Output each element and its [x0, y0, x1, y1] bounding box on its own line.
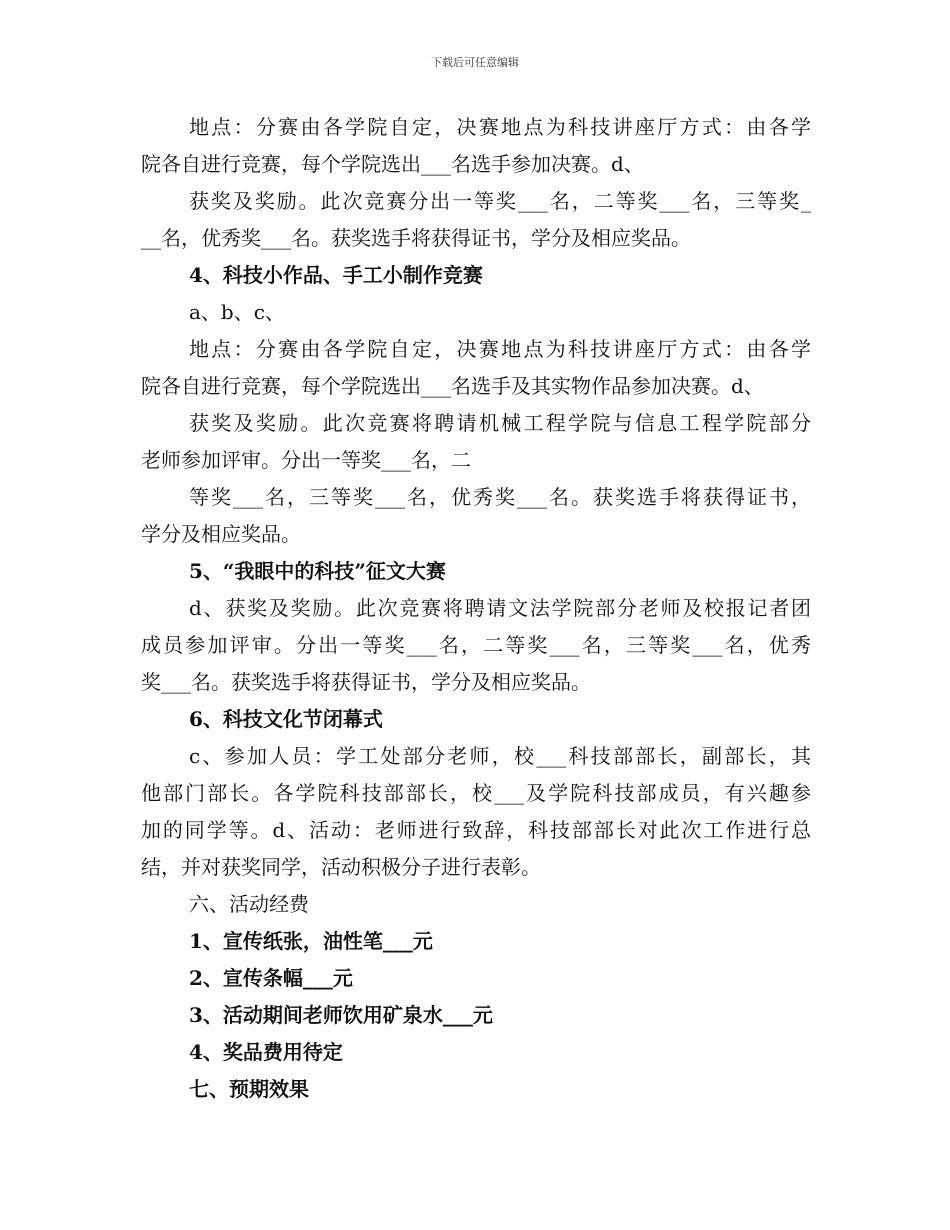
paragraph-line: 获奖及奖励。此次竞赛分出一等奖___名，二等奖___名，三等奖_ — [189, 189, 811, 213]
paragraph-line: 加的同学等。d、活动：老师进行致辞，科技部部长对此次工作进行总 — [141, 818, 811, 842]
page-header: 下载后可任意编辑 — [431, 56, 519, 69]
section-heading: 6、科技文化节闭幕式 — [189, 707, 383, 731]
paragraph-line: c、参加人员：学工处部分老师，校___科技部部长，副部长，其 — [189, 744, 811, 768]
paragraph-line: 老师参加评审。分出一等奖___名，二 — [141, 448, 471, 472]
budget-item: 1、宣传纸张，油性笔___元 — [189, 929, 433, 953]
paragraph-line: 地点：分赛由各学院自定，决赛地点为科技讲座厅方式：由各学 — [189, 337, 811, 361]
paragraph-line: 学分及相应奖品。 — [141, 522, 301, 546]
paragraph-line: 成员参加评审。分出一等奖___名，二等奖___名，三等奖___名，优秀 — [141, 633, 811, 657]
budget-item: 4、奖品费用待定 — [189, 1040, 343, 1064]
paragraph-line: d、获奖及奖励。此次竞赛将聘请文法学院部分老师及校报记者团 — [189, 596, 811, 620]
paragraph-line: a、b、c、 — [189, 300, 285, 324]
paragraph-line: 他部门部长。各学院科技部部长，校___及学院科技部成员，有兴趣参 — [141, 781, 811, 805]
budget-item: 3、活动期间老师饮用矿泉水___元 — [189, 1003, 493, 1027]
paragraph-line: 奖___名。获奖选手将获得证书，学分及相应奖品。 — [141, 670, 591, 694]
paragraph-line: __名，优秀奖___名。获奖选手将获得证书，学分及相应奖品。 — [141, 226, 691, 250]
section-heading: 5、“我眼中的科技”征文大赛 — [189, 559, 446, 583]
document-body — [141, 109, 811, 1108]
paragraph-line: 等奖___名，三等奖___名，优秀奖___名。获奖选手将获得证书， — [189, 485, 811, 509]
paragraph-line: 院各自进行竞赛，每个学院选出___名选手参加决赛。d、 — [141, 152, 644, 176]
section-heading: 六、活动经费 — [189, 892, 309, 916]
section-heading: 七、预期效果 — [189, 1077, 309, 1101]
budget-item: 2、宣传条幅___元 — [189, 966, 353, 990]
paragraph-line: 院各自进行竞赛，每个学院选出___名选手及其实物作品参加决赛。d、 — [141, 374, 764, 398]
paragraph-line: 获奖及奖励。此次竞赛将聘请机械工程学院与信息工程学院部分 — [189, 411, 811, 435]
paragraph-line: 地点：分赛由各学院自定，决赛地点为科技讲座厅方式：由各学 — [189, 115, 811, 139]
section-heading: 4、科技小作品、手工小制作竞赛 — [189, 263, 483, 287]
paragraph-line: 结，并对获奖同学，活动积极分子进行表彰。 — [141, 855, 541, 879]
